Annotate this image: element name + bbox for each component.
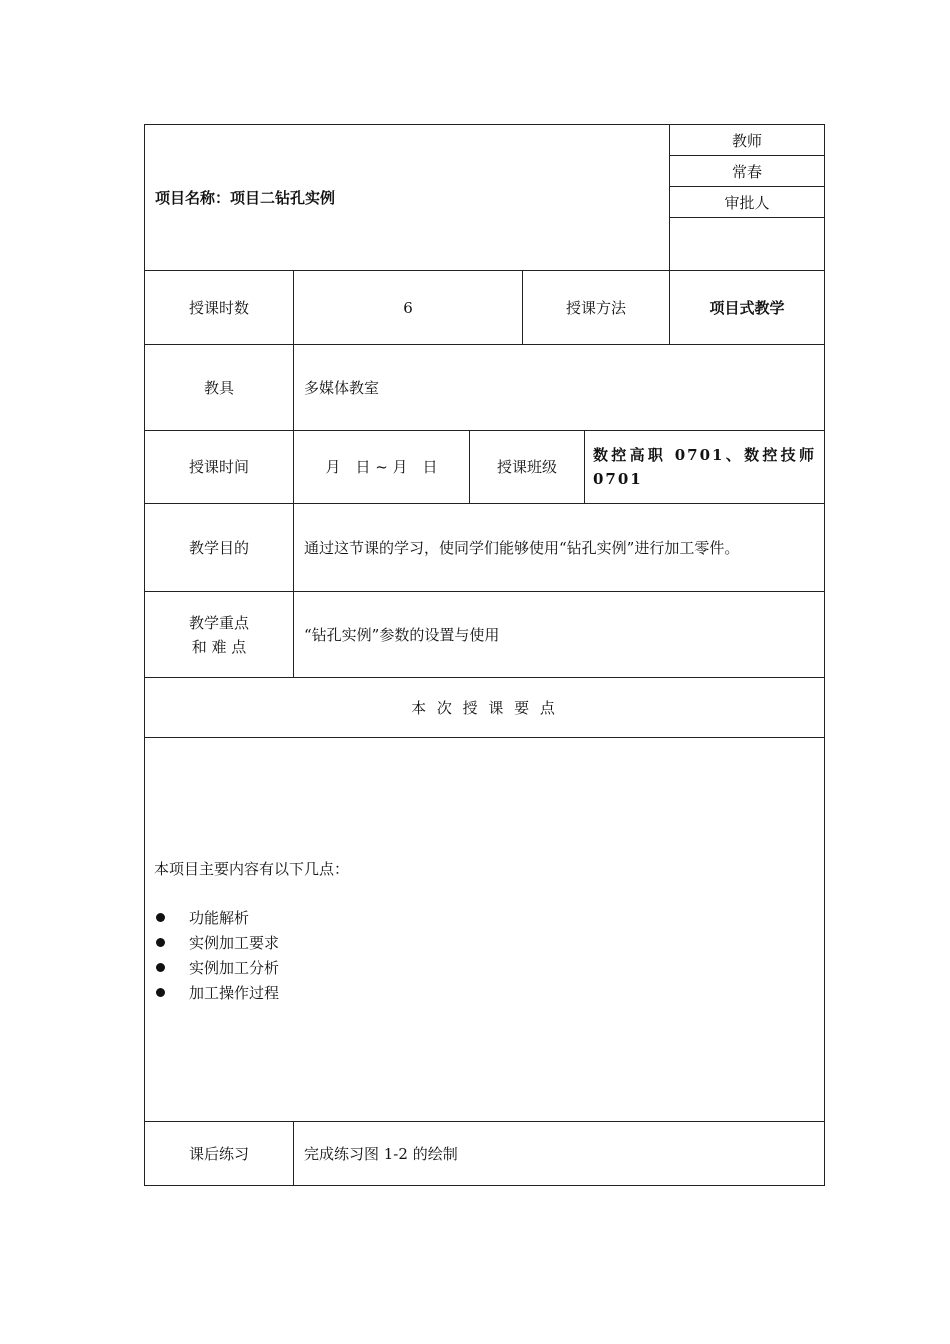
header-right-block (669, 125, 824, 270)
teacher-name: 常春 (670, 156, 824, 187)
teacher-label: 教师 (670, 125, 824, 156)
key-points-intro: 本项目主要内容有以下几点： (154, 860, 350, 878)
focus-label (145, 592, 294, 677)
focus-row (145, 592, 824, 678)
lesson-plan-form (144, 124, 825, 1186)
hours-row (145, 271, 824, 345)
objective-row (145, 504, 824, 592)
focus-label-line1: 教学重点 (188, 613, 249, 632)
tools-row (145, 345, 824, 431)
approver-label: 审批人 (670, 187, 824, 218)
project-name: 项目名称：项目二钻孔实例 (155, 188, 336, 207)
bullet-icon (156, 938, 165, 947)
bullet-icon (156, 988, 165, 997)
objective-value: 通过这节课的学习，使同学们能够使用“钻孔实例”进行加工零件。 (304, 538, 740, 557)
class-value: 数控高职 0701、数控技师 0701 (593, 446, 816, 488)
list-item: 加工操作过程 (154, 980, 279, 1005)
homework-label: 课后练习 (145, 1122, 294, 1185)
schedule-value: 月 日 ~ 月 日 (294, 431, 470, 503)
list-item: 功能解析 (154, 905, 279, 930)
hours-value: 6 (294, 271, 523, 344)
focus-value: “钻孔实例”参数的设置与使用 (304, 625, 500, 644)
list-item: 实例加工分析 (154, 955, 279, 980)
key-points-title: 本 次 授 课 要 点 (411, 698, 558, 717)
homework-value: 完成练习图 1-2 的绘制 (304, 1144, 458, 1163)
tools-value: 多媒体教室 (304, 378, 380, 397)
method-value: 项目式教学 (709, 298, 785, 317)
bullet-icon (156, 963, 165, 972)
homework-row (145, 1122, 824, 1185)
key-points-list (154, 905, 279, 1005)
schedule-label: 授课时间 (145, 431, 294, 503)
tools-label: 教具 (145, 345, 294, 430)
approver-name (670, 218, 824, 270)
header-row (145, 125, 824, 271)
class-label: 授课班级 (470, 431, 585, 503)
key-points-content-row (145, 738, 824, 1122)
hours-label: 授课时数 (145, 271, 294, 344)
schedule-row (145, 431, 824, 504)
method-label: 授课方法 (523, 271, 670, 344)
key-points-title-row (145, 678, 824, 738)
bullet-icon (156, 913, 165, 922)
objective-label: 教学目的 (145, 504, 294, 591)
focus-label-line2: 和 难 点 (191, 637, 247, 656)
list-item: 实例加工要求 (154, 930, 279, 955)
